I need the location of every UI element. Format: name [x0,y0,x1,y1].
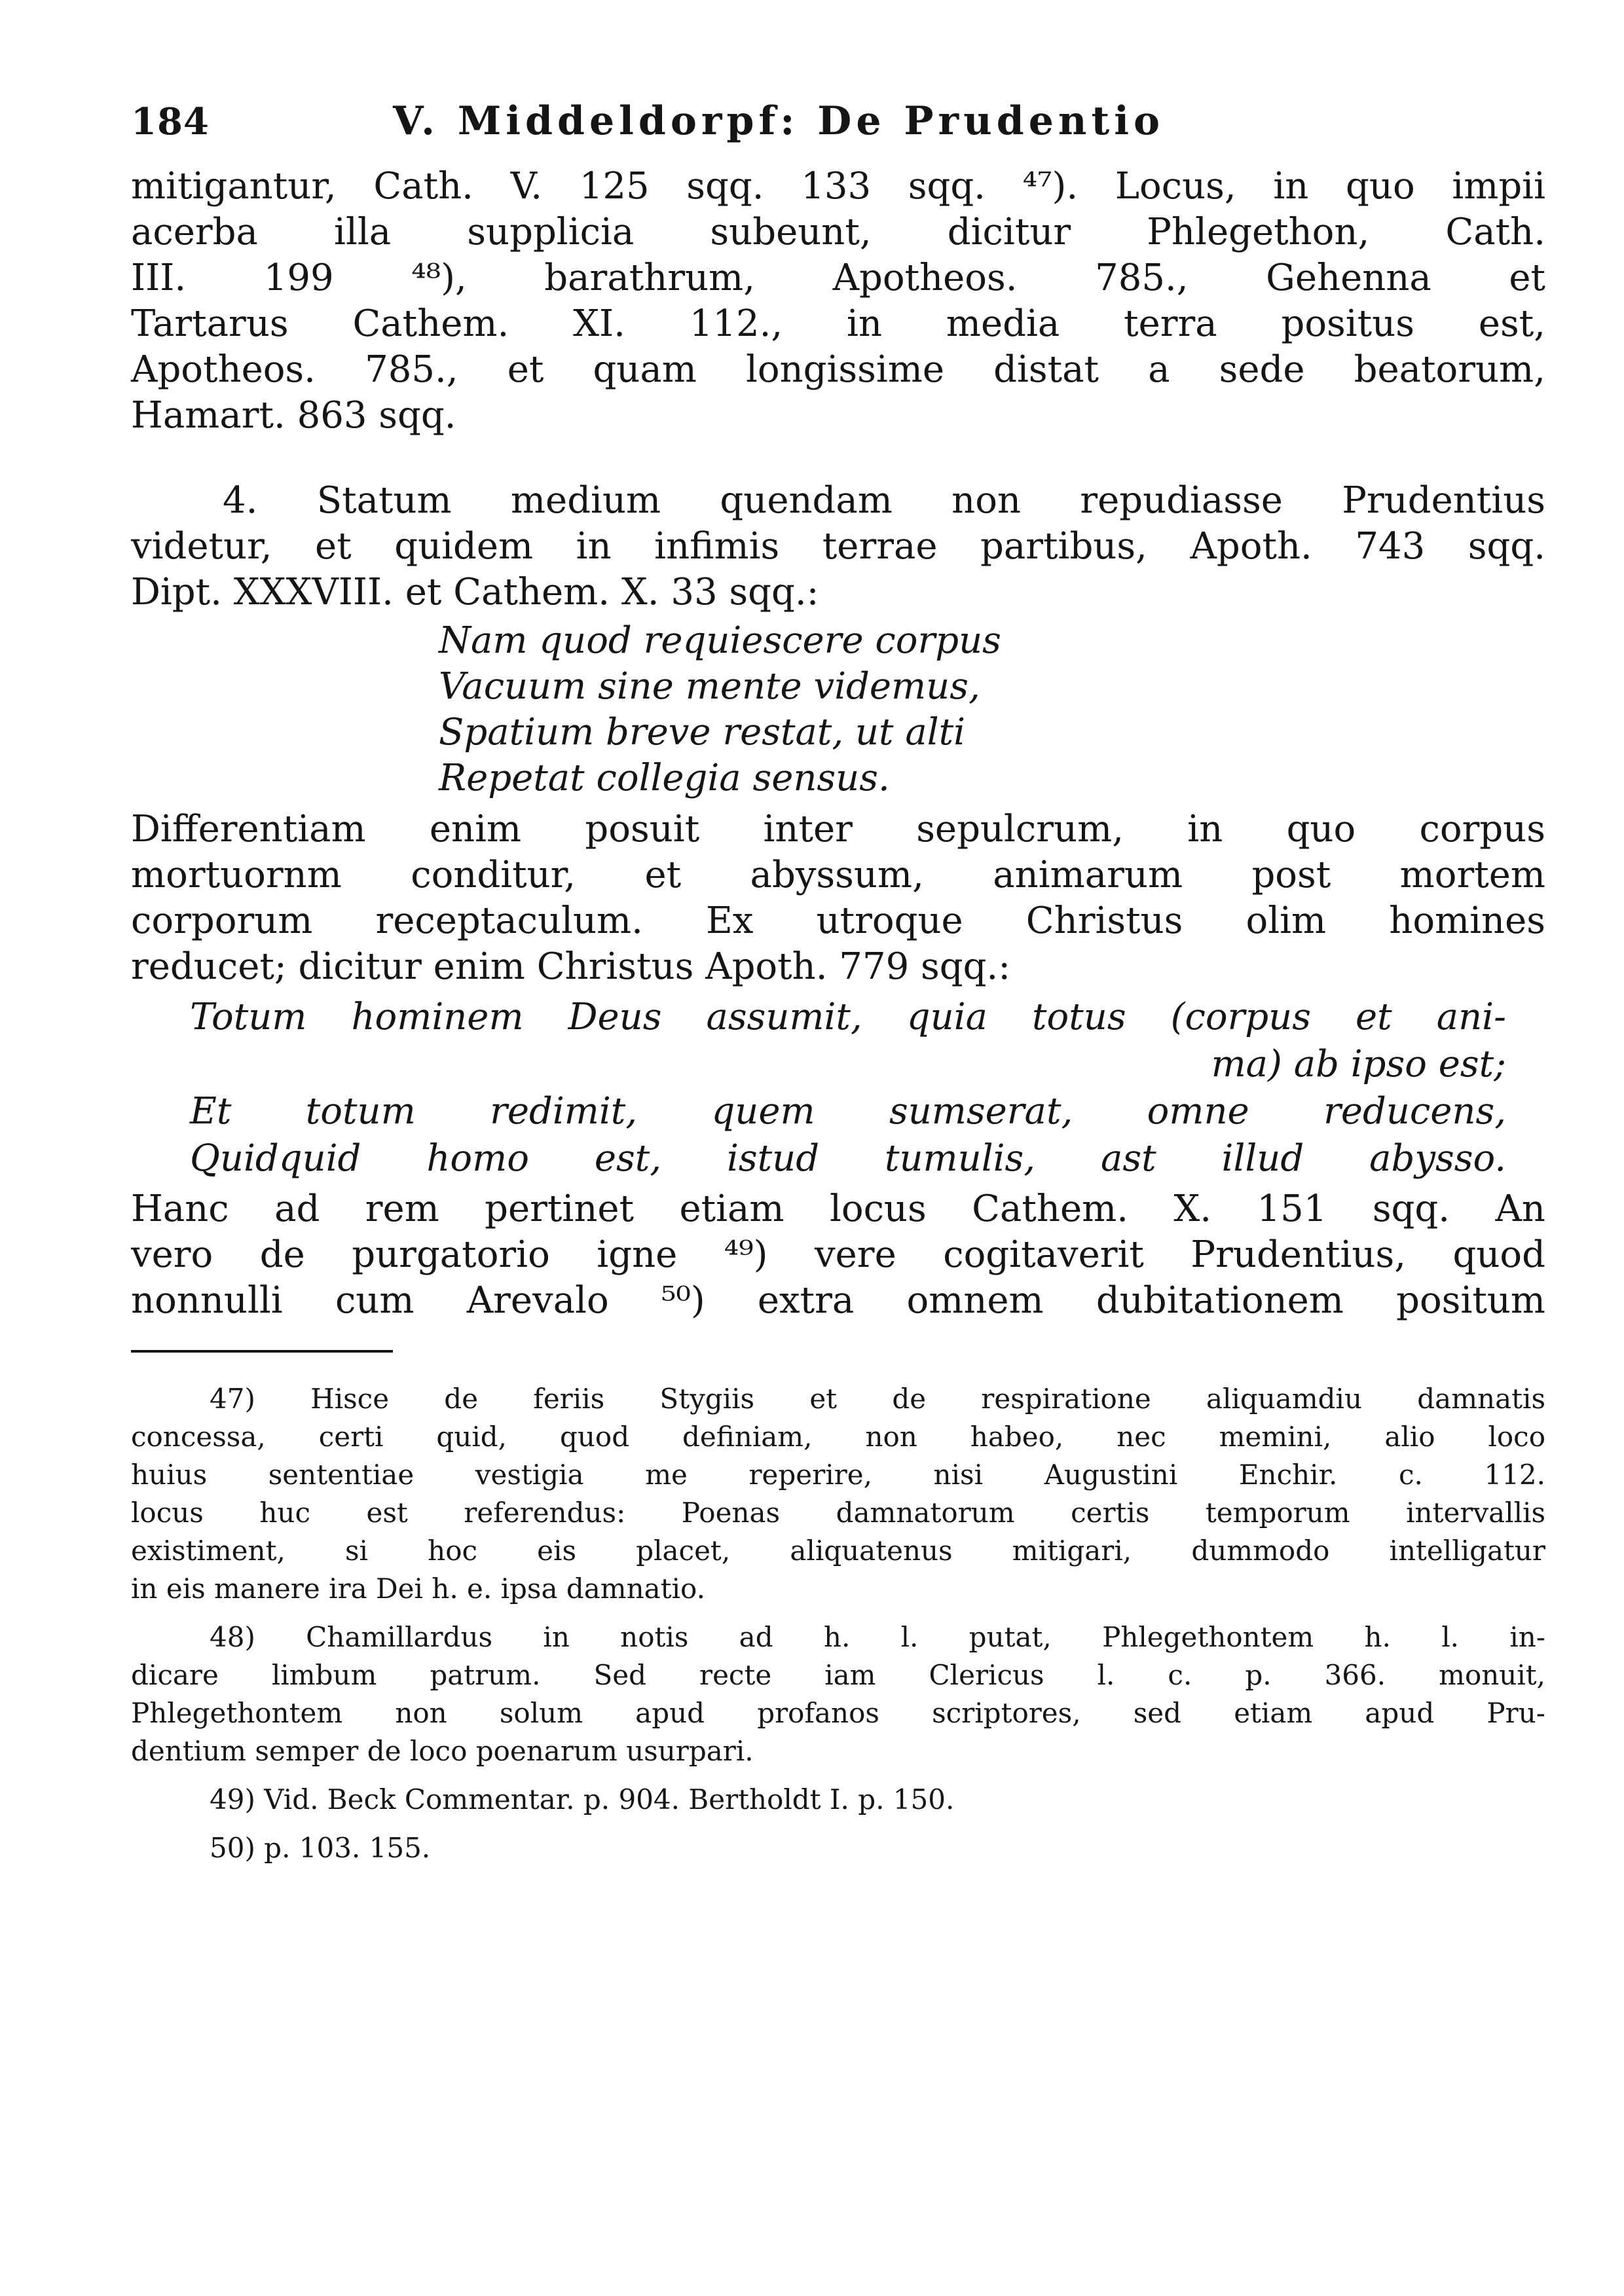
verse-line: Vacuum sine mente videmus, [439,665,980,708]
page-number: 184 [131,100,210,143]
verse-line: Nam quod requiescere corpus [439,619,1001,662]
footnote-line: dentium semper de loco poenarum usurpari. [131,1735,754,1767]
running-head [131,98,1545,157]
text-line: Dipt. XXXVIII. et Cathem. X. 33 sqq.: [131,571,819,613]
footnote-line: 49) Vid. Beck Commentar. p. 904. Bertholdt I. p. 150. [210,1783,955,1815]
verse-line: Repetat collegia sensus. [439,757,890,799]
verse-quotation-2 [190,994,1506,1182]
paragraph-1 [131,164,1545,439]
text-line: nonnulli cum Arevalo ⁵⁰) extra omnem dubitationem positum [131,1279,1545,1322]
text-line: III. 199 ⁴⁸), barathrum, Apotheos. 785., Gehenna et [131,257,1545,299]
text-line: mitigantur, Cath. V. 125 sqq. 133 sqq. ⁴⁷). Locus, in quo impii [131,165,1545,208]
footnote-line: locus huc est referendus: Poenas damnatorum certis temporum intervallis [131,1497,1545,1529]
paragraph-4 [131,1186,1545,1324]
text-line: videtur, et quidem in infimis terrae partibus, Apoth. 743 sqq. [131,525,1545,568]
footnote-line: in eis manere ira Dei h. e. ipsa damnatio. [131,1573,705,1605]
verse-line-continuation: ma) ab ipso est; [1211,1043,1506,1085]
text-line: Tartarus Cathem. XI. 112., in media terra positus est, [131,302,1545,345]
text-line: vero de purgatorio igne ⁴⁹) vere cogitaverit Prudentius, quod [131,1233,1545,1276]
text-line: mortuornm conditur, et abyssum, animarum post mortem [131,854,1545,896]
paragraph-2 [131,478,1545,615]
verse-line: Et totum redimit, quem sumserat, omne reducens, [190,1090,1506,1133]
footnote-line: 50) p. 103. 155. [210,1832,431,1864]
verse-line: Quidquid homo est, istud tumulis, ast illud abysso. [190,1137,1506,1180]
text-line: acerba illa supplicia subeunt, dicitur Phlegethon, Cath. [131,211,1545,253]
footnote-49 [131,1781,1545,1819]
footnote-47 [131,1380,1545,1608]
footnote-line: huius sententiae vestigia me reperire, nisi Augustini Enchir. c. 112. [131,1459,1545,1491]
text-line: Differentiam enim posuit inter sepulcrum, in quo corpus [131,808,1545,850]
footnote-line: Phlegethontem non solum apud profanos scriptores, sed etiam apud Pru- [131,1697,1545,1729]
footnote-line: dicare limbum patrum. Sed recte iam Clericus l. c. p. 366. monuit, [131,1659,1545,1691]
footnote-50 [131,1829,1545,1867]
text-line: corporum receptaculum. Ex utroque Christus olim homines [131,900,1545,942]
footnote-line: 48) Chamillardus in notis ad h. l. putat, Phlegethontem h. l. in- [210,1621,1545,1653]
footnote-line: concessa, certi quid, quod definiam, non habeo, nec memini, alio loco [131,1421,1545,1453]
text-line: 4. Statum medium quendam non repudiasse Prudentius [223,479,1545,522]
book-page [131,98,1545,1878]
footnote-rule [131,1350,393,1353]
verse-quotation-1 [439,618,1545,801]
paragraph-3 [131,807,1545,990]
verse-line: Spatium breve restat, ut alti [439,711,966,754]
text-line: Hamart. 863 sqq. [131,394,456,437]
footnote-48 [131,1618,1545,1770]
text-line: Apotheos. 785., et quam longissime distat a sede beatorum, [131,348,1545,391]
text-line: Hanc ad rem pertinet etiam locus Cathem. X. 151 sqq. An [131,1188,1545,1230]
verse-line: Totum hominem Deus assumit, quia totus (corpus et ani- [190,996,1506,1038]
footnote-line: 47) Hisce de feriis Stygiis et de respiratione aliquamdiu damnatis [210,1383,1545,1415]
text-line: reducet; dicitur enim Christus Apoth. 779 sqq.: [131,945,1011,988]
footnote-line: existiment, si hoc eis placet, aliquatenus mitigari, dummodo intelligatur [131,1535,1545,1567]
running-title: V. Middeldorpf: De Prudentio [393,98,1165,144]
